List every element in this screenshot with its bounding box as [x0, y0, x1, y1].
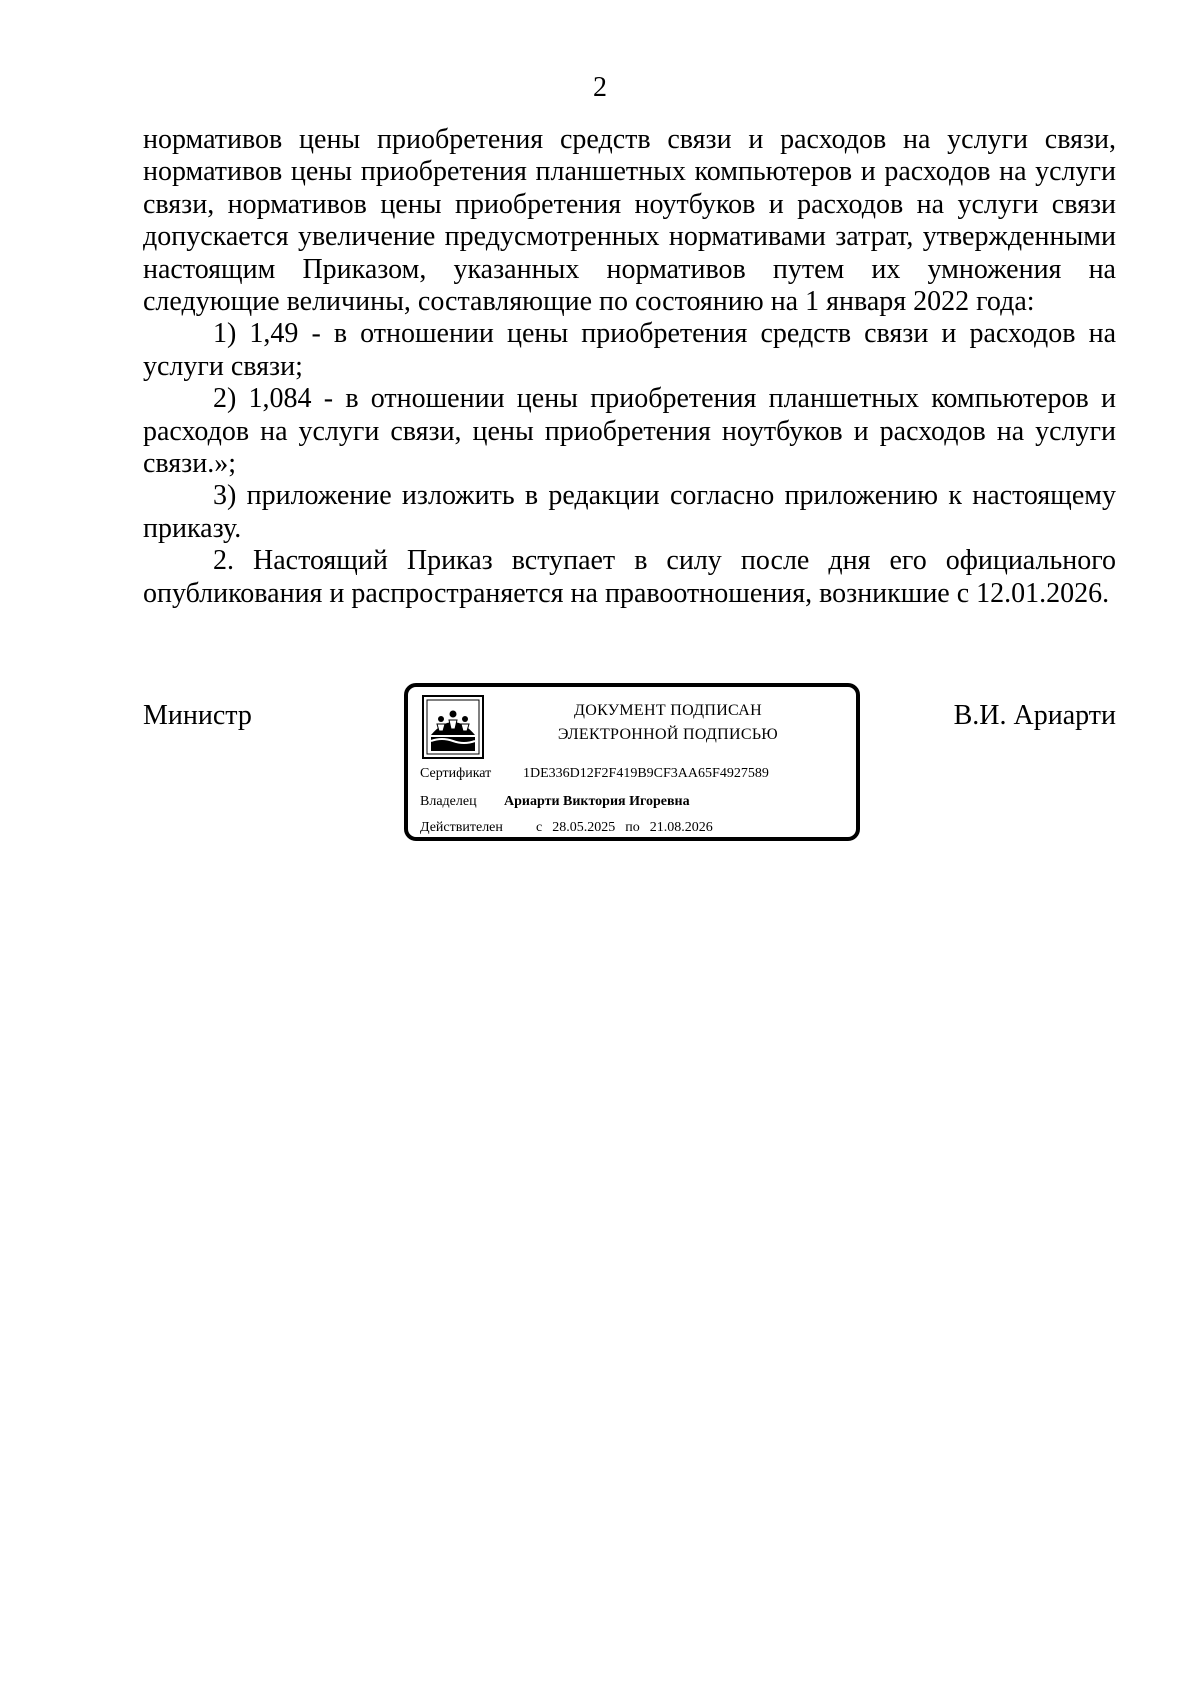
document-body [143, 124, 1116, 610]
valid-to-date: 21.08.2026 [649, 820, 713, 835]
paragraph-clause-2: 2. Настоящий Приказ вступает в силу после дня его официального опубликования и распространяется на правоотношения, возникшие с 12.01.2026. [143, 545, 1116, 609]
stamp-header [498, 699, 838, 747]
stamp-certificate-row [420, 765, 769, 783]
valid-from-prefix: с [536, 820, 543, 835]
paragraph-item-3: 3) приложение изложить в редакции согласно приложению к настоящему приказу. [143, 480, 1116, 544]
stamp-header-line-2: ЭЛЕКТРОННОЙ ПОДПИСЬЮ [557, 726, 779, 743]
owner-label: Владелец [420, 794, 477, 809]
certificate-value: 1DE336D12F2F419B9CF3AA65F4927589 [523, 766, 769, 781]
validity-label: Действителен [420, 820, 503, 835]
valid-from-date: 28.05.2025 [552, 820, 616, 835]
paragraph-item-2: 2) 1,084 - в отношении цены приобретения планшетных компьютеров и расходов на услуги связи, цены приобретения ноутбуков и расходов на услуги связи.»; [143, 383, 1116, 480]
stamp-owner-row [420, 793, 690, 811]
page-number: 2 [593, 72, 607, 103]
owner-value: Ариарти Виктория Игоревна [504, 794, 690, 809]
signer-name: В.И. Ариарти [953, 700, 1116, 731]
paragraph-item-1: 1) 1,49 - в отношении цены приобретения средств связи и расходов на услуги связи; [143, 318, 1116, 382]
valid-to-prefix: по [625, 820, 640, 835]
electronic-signature-stamp [404, 683, 860, 841]
stamp-validity-row [420, 819, 713, 837]
certificate-label: Сертификат [420, 766, 492, 781]
signer-position: Министр [143, 700, 252, 731]
paragraph-continuation: нормативов цены приобретения средств связи и расходов на услуги связи, нормативов цены приобретения планшетных компьютеров и расходов на услуги связи, нормативов цены приобретения ноутбуков и расходов на услуги связи допускается увеличение предусмотренных нормативами затрат, утвержденными настоящим Приказом, указанных нормативов путем их умножения на следующие величины, составляющие по состоянию на 1 января 2022 года: [143, 124, 1116, 318]
stamp-header-line-1: ДОКУМЕНТ ПОДПИСАН [574, 702, 762, 719]
coat-of-arms-icon [422, 695, 484, 759]
